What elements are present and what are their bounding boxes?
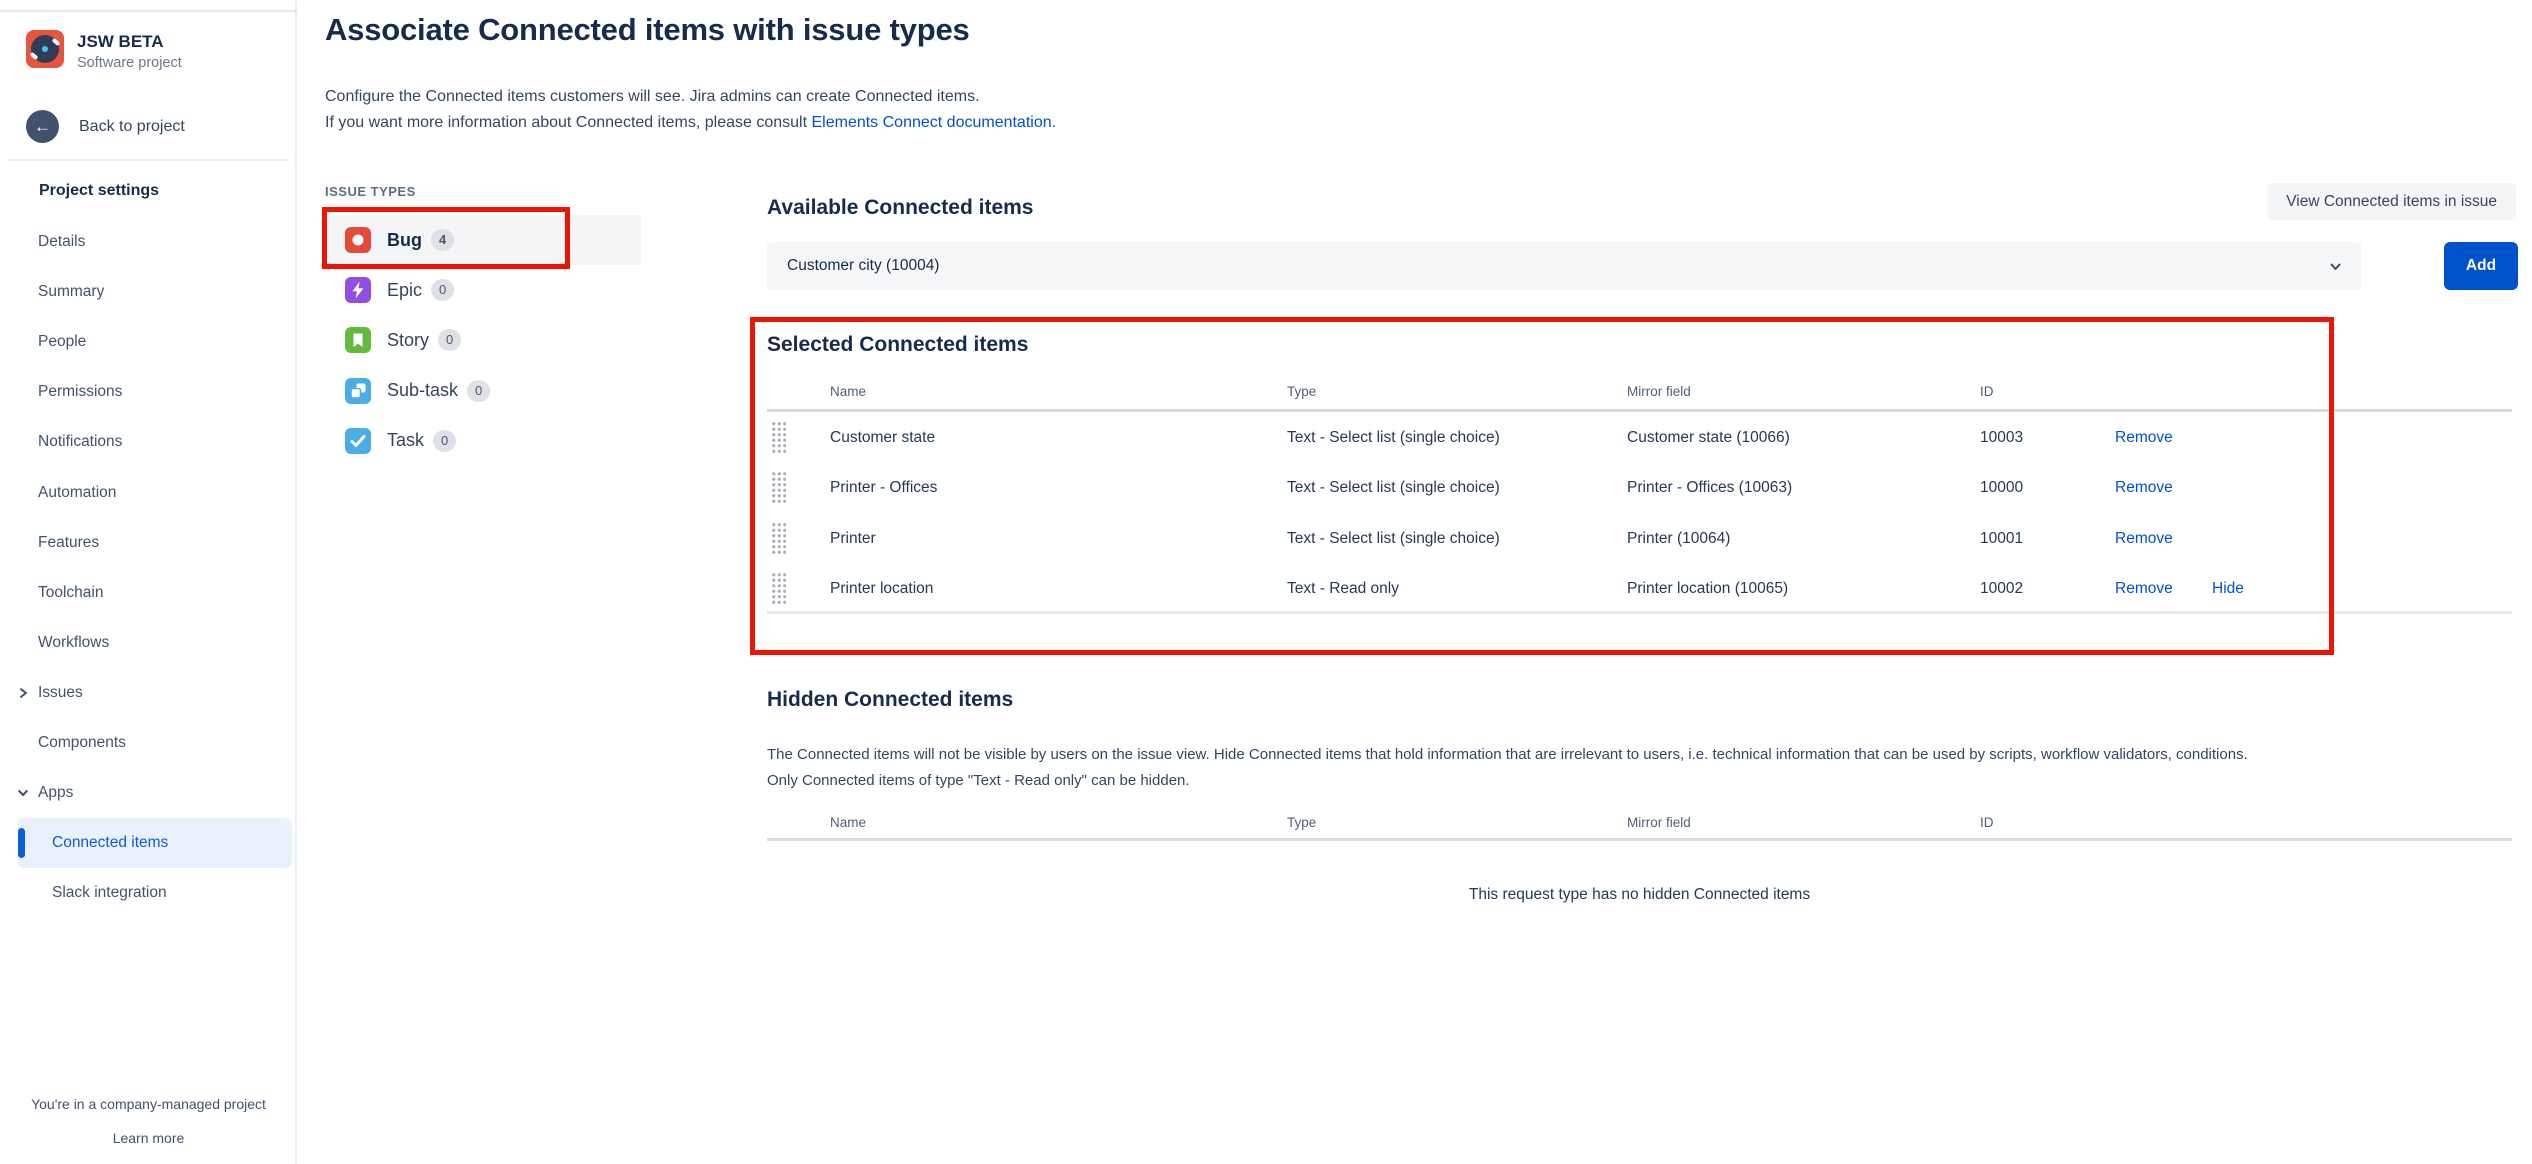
issue-type-count-badge: 0 bbox=[433, 430, 456, 452]
item-type: Text - Select list (single choice) bbox=[1287, 479, 1500, 497]
column-header-id: ID bbox=[1980, 384, 1994, 399]
table-row-printer bbox=[767, 514, 2512, 564]
column-header-type: Type bbox=[1287, 384, 1317, 399]
add-button[interactable]: Add bbox=[2444, 242, 2518, 290]
project-settings-heading: Project settings bbox=[39, 182, 160, 199]
hidden-items-heading: Hidden Connected items bbox=[767, 688, 1014, 711]
hidden-items-description bbox=[767, 742, 2248, 794]
sidebar-top-divider bbox=[0, 10, 297, 12]
sidebar-item-summary[interactable] bbox=[0, 267, 297, 317]
item-type: Text - Select list (single choice) bbox=[1287, 529, 1500, 547]
avatar-notch bbox=[52, 38, 61, 46]
column-header-mirror-field: Mirror field bbox=[1627, 815, 1691, 830]
issue-type-count-badge: 0 bbox=[431, 279, 454, 301]
sidebar-item-issues[interactable] bbox=[0, 668, 297, 718]
sidebar-item-label: Slack integration bbox=[52, 884, 167, 902]
sidebar-item-label: Issues bbox=[38, 683, 83, 701]
sidebar-item-details[interactable] bbox=[0, 217, 297, 267]
story-icon bbox=[345, 327, 371, 353]
issue-type-epic[interactable] bbox=[322, 265, 641, 315]
item-id: 10003 bbox=[1980, 429, 2024, 446]
elements-connect-doc-link[interactable]: Elements Connect documentation. bbox=[811, 113, 1057, 131]
learn-more-link[interactable]: Learn more bbox=[112, 1130, 185, 1146]
issue-types-heading: ISSUE TYPES bbox=[325, 184, 416, 199]
remove-link[interactable]: Remove bbox=[2115, 429, 2173, 446]
sidebar-item-features[interactable] bbox=[0, 518, 297, 568]
project-name: JSW BETA bbox=[77, 32, 164, 51]
issue-type-label: Bug bbox=[387, 229, 422, 250]
column-header-type: Type bbox=[1287, 815, 1317, 830]
table-row-printer-offices bbox=[767, 463, 2512, 513]
vinyl-record-icon bbox=[31, 35, 59, 63]
drag-handle-icon[interactable] bbox=[771, 471, 786, 505]
table-divider bbox=[767, 409, 2512, 412]
issue-type-bug[interactable] bbox=[322, 215, 641, 265]
column-header-mirror-field: Mirror field bbox=[1627, 384, 1691, 399]
chevron-down-icon bbox=[16, 786, 30, 800]
remove-link[interactable]: Remove bbox=[2115, 529, 2173, 547]
sidebar-item-workflows[interactable] bbox=[0, 618, 297, 668]
avatar-center-dot bbox=[42, 46, 48, 52]
item-type: Text - Read only bbox=[1287, 580, 1399, 598]
project-type: Software project bbox=[77, 55, 182, 71]
chevron-right-icon bbox=[16, 686, 30, 700]
sidebar-menu bbox=[0, 217, 297, 918]
back-arrow-icon bbox=[26, 110, 59, 143]
sidebar-item-label: Notifications bbox=[38, 433, 123, 451]
back-arrow-glyph: ← bbox=[34, 117, 51, 136]
selected-items-table bbox=[767, 413, 2512, 615]
selected-items-heading: Selected Connected items bbox=[767, 333, 1029, 356]
issue-type-list bbox=[322, 215, 641, 466]
back-to-project-label: Back to project bbox=[79, 118, 185, 135]
column-header-name: Name bbox=[830, 384, 867, 399]
description-line1: Configure the Connected items customers will see. Jira admins can create Connected items. bbox=[325, 88, 980, 105]
table-row-customer-state bbox=[767, 413, 2512, 463]
item-name: Printer - Offices bbox=[830, 479, 938, 497]
item-id: 10002 bbox=[1980, 580, 2024, 598]
column-header-id: ID bbox=[1980, 815, 1994, 830]
table-divider bbox=[767, 838, 2512, 841]
available-items-heading: Available Connected items bbox=[767, 196, 1034, 219]
item-mirror-field: Printer - Offices (10063) bbox=[1627, 479, 1793, 497]
issue-type-label: Sub-task bbox=[387, 380, 459, 401]
hidden-table-header bbox=[767, 815, 2512, 835]
issue-type-task[interactable] bbox=[322, 416, 641, 466]
table-row-printer-location bbox=[767, 564, 2512, 614]
column-header-name: Name bbox=[830, 815, 867, 830]
sidebar-item-label: People bbox=[38, 333, 87, 351]
issue-type-label: Task bbox=[387, 430, 425, 451]
sidebar-item-connected-items[interactable] bbox=[18, 818, 292, 868]
hide-link[interactable]: Hide bbox=[2212, 580, 2244, 598]
task-icon bbox=[345, 428, 371, 454]
sidebar-item-label: Toolchain bbox=[38, 583, 104, 601]
item-mirror-field: Printer (10064) bbox=[1627, 529, 1731, 547]
chevron-down-icon bbox=[2328, 259, 2343, 274]
sidebar-item-label: Summary bbox=[38, 283, 105, 301]
table-divider bbox=[767, 611, 2512, 614]
hidden-description-line2: Only Connected items of type "Text - Read only" can be hidden. bbox=[767, 772, 1190, 789]
issue-type-count-badge: 0 bbox=[438, 329, 461, 351]
active-indicator bbox=[18, 828, 25, 858]
issue-type-label: Epic bbox=[387, 279, 423, 300]
avatar-notch bbox=[30, 52, 39, 60]
item-name: Printer bbox=[830, 529, 876, 547]
item-name: Customer state bbox=[830, 429, 936, 446]
sidebar-item-apps[interactable] bbox=[0, 768, 297, 818]
sidebar-item-notifications[interactable] bbox=[0, 417, 297, 467]
epic-icon bbox=[345, 277, 371, 303]
drag-handle-icon[interactable] bbox=[771, 522, 786, 556]
drag-handle-icon[interactable] bbox=[771, 572, 786, 606]
sidebar-item-label: Automation bbox=[38, 483, 117, 501]
project-avatar[interactable] bbox=[26, 30, 64, 68]
selected-table-header bbox=[767, 384, 2512, 404]
item-id: 10001 bbox=[1980, 529, 2024, 547]
sidebar-item-people[interactable] bbox=[0, 317, 297, 367]
sidebar-item-components[interactable] bbox=[0, 718, 297, 768]
remove-link[interactable]: Remove bbox=[2115, 479, 2173, 497]
bug-icon bbox=[345, 227, 371, 253]
issue-type-label: Story bbox=[387, 329, 430, 350]
issue-type-story[interactable] bbox=[322, 315, 641, 365]
sidebar bbox=[0, 0, 297, 1164]
company-managed-note: You're in a company-managed project bbox=[31, 1096, 266, 1112]
description-line2: If you want more information about Connected items, please consult bbox=[325, 113, 812, 131]
sidebar-item-label: Permissions bbox=[38, 383, 123, 401]
sidebar-item-automation[interactable] bbox=[0, 467, 297, 517]
issue-type-subtask[interactable] bbox=[322, 366, 641, 416]
subtask-icon bbox=[345, 378, 371, 404]
sidebar-item-toolchain[interactable] bbox=[0, 568, 297, 618]
sidebar-item-slack-integration[interactable] bbox=[0, 868, 297, 918]
issue-type-count-badge: 0 bbox=[467, 380, 490, 402]
page-title: Associate Connected items with issue types bbox=[325, 12, 970, 47]
issue-type-count-badge: 4 bbox=[431, 229, 454, 251]
sidebar-item-label: Details bbox=[38, 233, 86, 251]
item-name: Printer location bbox=[830, 580, 934, 598]
sidebar-item-label: Features bbox=[38, 533, 100, 551]
drag-handle-icon[interactable] bbox=[771, 421, 786, 455]
available-items-dropdown[interactable] bbox=[767, 242, 2361, 290]
view-connected-items-button[interactable]: View Connected items in issue bbox=[2267, 183, 2516, 220]
item-mirror-field: Customer state (10066) bbox=[1627, 429, 1790, 446]
item-id: 10000 bbox=[1980, 479, 2024, 497]
dropdown-selected-value: Customer city (10004) bbox=[787, 257, 940, 274]
sidebar-item-label: Components bbox=[38, 733, 126, 751]
sidebar-divider bbox=[8, 159, 289, 161]
remove-link[interactable]: Remove bbox=[2115, 580, 2173, 598]
sidebar-item-label: Connected items bbox=[52, 834, 169, 852]
item-mirror-field: Printer location (10065) bbox=[1627, 580, 1789, 598]
hidden-description-line1: The Connected items will not be visible by users on the issue view. Hide Connected items that hold information that are irrelevant to users, i.e. technical information that can be used by scripts, workflow validators, conditions. bbox=[767, 746, 2248, 763]
hidden-items-empty-state: This request type has no hidden Connected items bbox=[1468, 886, 1811, 903]
page-description bbox=[325, 84, 1056, 135]
sidebar-item-label: Apps bbox=[38, 784, 74, 802]
item-type: Text - Select list (single choice) bbox=[1287, 429, 1500, 446]
sidebar-item-label: Workflows bbox=[38, 633, 110, 651]
sidebar-item-permissions[interactable] bbox=[0, 367, 297, 417]
